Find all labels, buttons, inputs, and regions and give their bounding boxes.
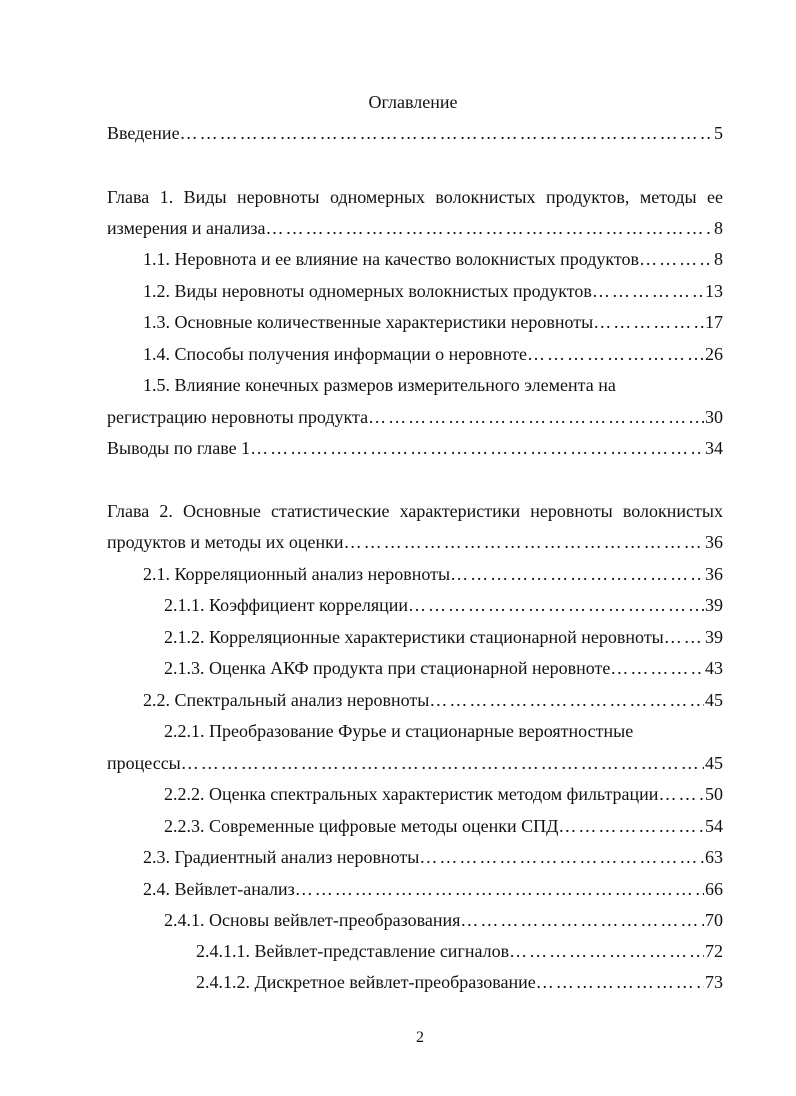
toc-page-number: 70 xyxy=(705,910,723,930)
toc-entry-label: 2.2.2. Оценка спектральных характеристик методом фильтрации xyxy=(164,784,659,804)
toc-entry-2-2-1[interactable] xyxy=(107,749,723,777)
toc-page-number: 43 xyxy=(705,658,723,678)
toc-page-number: 17 xyxy=(705,312,723,332)
leader-dots xyxy=(266,214,713,242)
toc-page-number: 30 xyxy=(705,407,723,427)
leader-dots xyxy=(592,277,704,305)
toc-page-number: 8 xyxy=(714,249,723,269)
toc-entry-2-2-3[interactable] xyxy=(164,812,723,840)
toc-entry-label: 2.2. Спектральный анализ неровноты xyxy=(143,690,430,710)
toc-entry-chapter-1-conclusions[interactable] xyxy=(107,434,723,462)
toc-chapter-1-heading[interactable]: Глава 1. Виды неровноты одномерных волокнистых продуктов, методы ее xyxy=(107,187,723,207)
toc-entry-label: 2.4. Вейвлет-анализ xyxy=(143,879,295,899)
toc-page-number: 36 xyxy=(705,532,723,552)
toc-entry-label: измерения и анализа xyxy=(107,218,266,238)
leader-dots xyxy=(558,812,704,840)
leader-dots xyxy=(536,968,704,996)
toc-page-number: 63 xyxy=(705,847,723,867)
toc-page-number: 26 xyxy=(705,344,723,364)
toc-page-number: 36 xyxy=(705,564,723,584)
toc-entry-2-1[interactable] xyxy=(143,560,723,588)
leader-dots xyxy=(639,245,713,273)
toc-entry-2-4-1-2[interactable] xyxy=(196,968,723,996)
toc-entry-label: 1.4. Способы получения информации о неровноте xyxy=(143,344,527,364)
leader-dots xyxy=(450,560,704,588)
toc-page-number: 13 xyxy=(705,281,723,301)
leader-dots xyxy=(610,654,704,682)
toc-entry-label: Выводы по главе 1 xyxy=(107,438,251,458)
toc-entry-1-5-heading[interactable]: 1.5. Влияние конечных размеров измерительного элемента на xyxy=(143,375,616,395)
leader-dots xyxy=(250,434,704,462)
leader-dots xyxy=(664,623,704,651)
toc-entry-label: регистрацию неровноты продукта xyxy=(107,407,369,427)
toc-entry-2-3[interactable] xyxy=(143,843,723,871)
leader-dots xyxy=(368,403,704,431)
toc-entry-1-3[interactable] xyxy=(143,308,723,336)
toc-entry-label: 2.3. Градиентный анализ неровноты xyxy=(143,847,420,867)
toc-entry-chapter-2[interactable] xyxy=(107,528,723,556)
toc-page-number: 66 xyxy=(705,879,723,899)
toc-page-number: 50 xyxy=(705,784,723,804)
toc-entry-1-1[interactable] xyxy=(143,245,723,273)
toc-entry-label: 2.4.1. Основы вейвлет-преобразования xyxy=(164,910,461,930)
toc-page-number: 45 xyxy=(705,753,723,773)
leader-dots xyxy=(295,875,704,903)
toc-entry-2-1-3[interactable] xyxy=(164,654,723,682)
toc-entry-2-4-1[interactable] xyxy=(164,906,723,934)
toc-entry-2-4[interactable] xyxy=(143,875,723,903)
toc-page-number: 39 xyxy=(705,595,723,615)
toc-entry-2-1-1[interactable] xyxy=(164,591,723,619)
toc-entry-label: 1.1. Неровнота и ее влияние на качество волокнистых продуктов xyxy=(143,249,640,269)
leader-dots xyxy=(408,591,704,619)
toc-entry-label: 2.2.3. Современные цифровые методы оценки СПД xyxy=(164,816,559,836)
leader-dots xyxy=(419,843,704,871)
toc-entry-2-1-2[interactable] xyxy=(164,623,723,651)
page-number: 2 xyxy=(416,1029,424,1046)
toc-entry-1-5[interactable] xyxy=(107,403,723,431)
toc-chapter-2-heading[interactable]: Глава 2. Основные статистические характеристики неровноты волокнистых xyxy=(107,501,723,521)
leader-dots xyxy=(527,340,704,368)
toc-entry-1-4[interactable] xyxy=(143,340,723,368)
leader-dots xyxy=(344,528,704,556)
toc-entry-2-2-2[interactable] xyxy=(164,780,723,808)
toc-page-number: 54 xyxy=(705,816,723,836)
toc-page-number: 45 xyxy=(705,690,723,710)
toc-page-number: 72 xyxy=(705,941,723,961)
toc-entry-chapter-1[interactable] xyxy=(107,214,723,242)
toc-entry-2-2[interactable] xyxy=(143,686,723,714)
toc-entry-label: процессы xyxy=(107,753,181,773)
toc-entry-label: 1.2. Виды неровноты одномерных волокнистых продуктов xyxy=(143,281,592,301)
leader-dots xyxy=(460,906,704,934)
toc-entry-label: 2.4.1.1. Вейвлет-представление сигналов xyxy=(196,941,510,961)
toc-page-number: 8 xyxy=(714,218,723,238)
toc-page-number: 34 xyxy=(705,438,723,458)
toc-entry-label: 2.1. Корреляционный анализ неровноты xyxy=(143,564,451,584)
leader-dots xyxy=(593,308,704,336)
leader-dots xyxy=(429,686,704,714)
toc-entry-2-4-1-1[interactable] xyxy=(196,937,723,965)
leader-dots xyxy=(658,780,704,808)
toc-page-number: 73 xyxy=(705,972,723,992)
toc-entry-label: продуктов и методы их оценки xyxy=(107,532,344,552)
toc-title: Оглавление xyxy=(368,92,458,112)
toc-entry-label: 2.4.1.2. Дискретное вейвлет-преобразование xyxy=(196,972,536,992)
toc-page-number: 39 xyxy=(705,627,723,647)
leader-dots xyxy=(180,119,713,147)
toc-entry-label: Введение xyxy=(107,123,180,143)
leader-dots xyxy=(509,937,704,965)
leader-dots xyxy=(181,749,704,777)
toc-entry-2-2-1-heading[interactable]: 2.2.1. Преобразование Фурье и стационарные вероятностные xyxy=(164,721,634,741)
toc-entry-1-2[interactable] xyxy=(143,277,723,305)
toc-entry-label: 2.1.2. Корреляционные характеристики стационарной неровноты xyxy=(164,627,664,647)
toc-entry-label: 2.1.1. Коэффициент корреляции xyxy=(164,595,409,615)
toc-page-number: 5 xyxy=(714,123,723,143)
toc-entry-label: 2.1.3. Оценка АКФ продукта при стационарной неровноте xyxy=(164,658,611,678)
toc-entry-introduction[interactable] xyxy=(107,119,723,147)
toc-entry-label: 1.3. Основные количественные характеристики неровноты xyxy=(143,312,594,332)
